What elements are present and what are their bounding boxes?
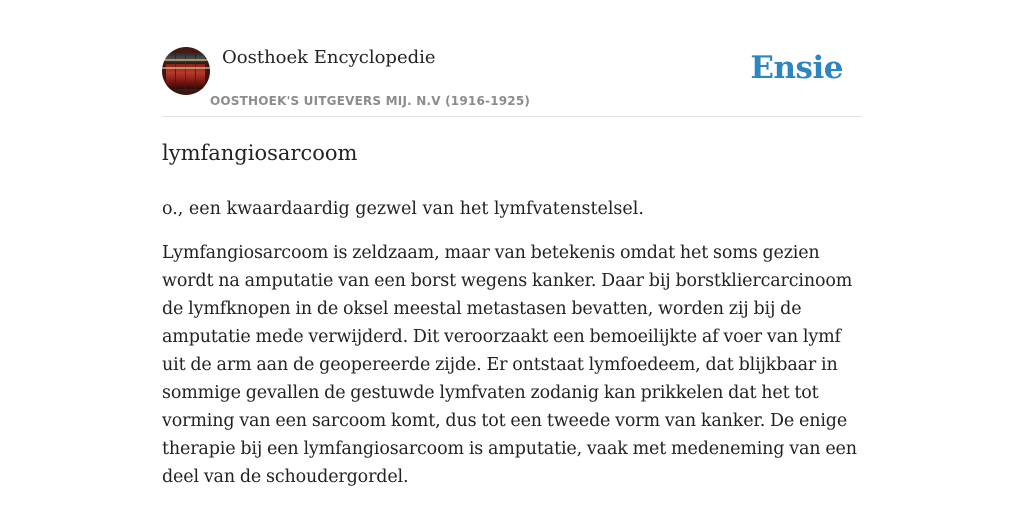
article-definition: o., een kwaardaardig gezwel van het lymfvatenstelsel. — [162, 199, 644, 219]
site-name-link[interactable]: Oosthoek Encyclopedie — [222, 47, 436, 68]
article-title: lymfangiosarcoom — [162, 141, 358, 165]
page-container — [162, 0, 862, 487]
publisher-label: OOSTHOEK'S UITGEVERS MIJ. N.V (1916-1925) — [210, 94, 531, 108]
page-header — [162, 0, 862, 117]
ensie-logo[interactable]: Ensie — [750, 50, 843, 86]
article-body: Lymfangiosarcoom is zeldzaam, maar van betekenis omdat het soms gezien wordt na amputatie van een borst wegens kanker. Daar bij borstkliercarcinoom de lymfknopen in de oksel meestal metastasen bevatten, worden zij bij de amputatie mede verwijderd. Dit veroorzaakt een bemoeilijkte af voer van lymf uit de arm aan de geopereerde zijde. Er ontstaat lymfoedeem, dat blijkbaar in sommige gevallen de gestuwde lymfvaten zodanig kan prikkelen dat het tot vorming van een sarcoom komt, dus tot een tweede vorm van kanker. De enige therapie bij een lymfangiosarcoom is amputatie, vaak met medeneming van een deel van de schoudergordel. — [162, 243, 857, 487]
encyclopedia-books-icon[interactable] — [162, 47, 210, 95]
